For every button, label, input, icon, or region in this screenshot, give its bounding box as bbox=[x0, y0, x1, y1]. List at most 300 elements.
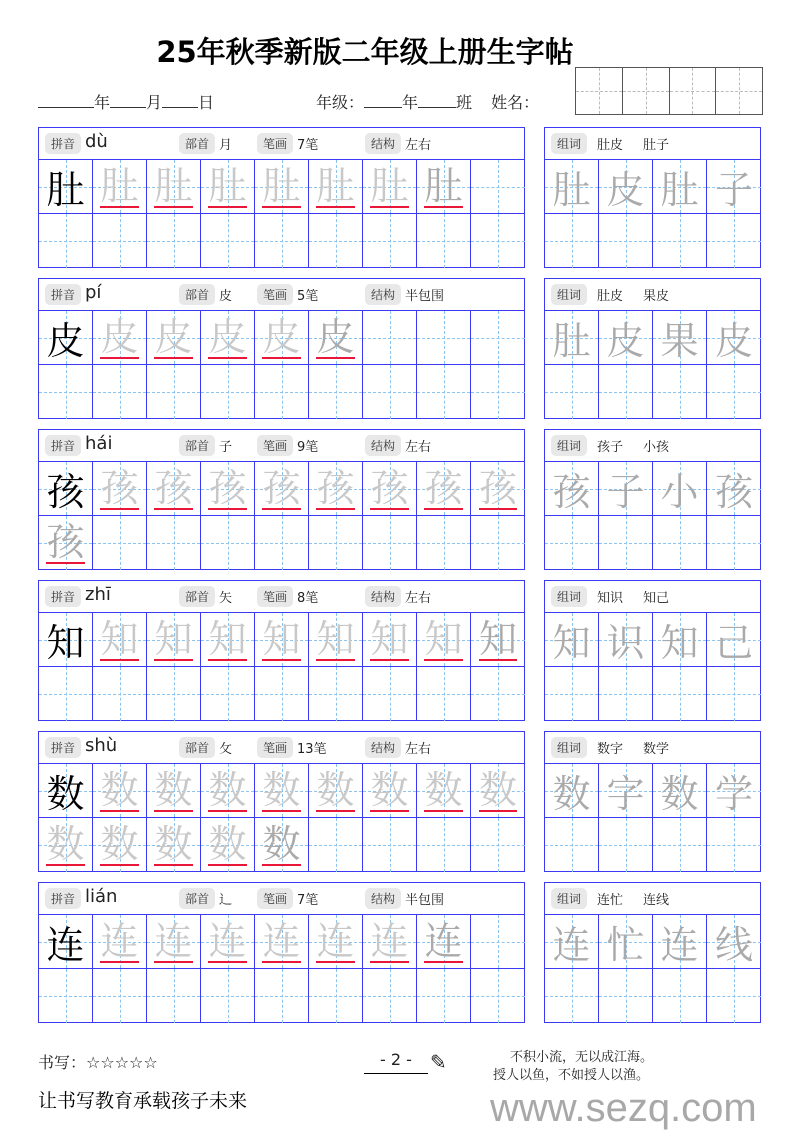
trace-character: 皮 bbox=[606, 168, 645, 212]
radical-tag: 部首 bbox=[179, 586, 215, 607]
date-field[interactable] bbox=[38, 90, 214, 113]
words-box bbox=[544, 731, 761, 872]
pinyin-value: zhī bbox=[85, 584, 111, 605]
word-cell[interactable] bbox=[707, 516, 761, 570]
word-cell[interactable] bbox=[599, 613, 653, 667]
structure-tag: 结构 bbox=[365, 133, 401, 154]
writing-cell[interactable] bbox=[417, 462, 471, 516]
word-cell[interactable] bbox=[707, 214, 761, 268]
word-cell[interactable] bbox=[599, 311, 653, 365]
radical-tag: 部首 bbox=[179, 888, 215, 909]
word-cell[interactable] bbox=[599, 516, 653, 570]
word-cell[interactable] bbox=[653, 667, 707, 721]
writing-cell[interactable] bbox=[93, 214, 147, 268]
words-header bbox=[545, 581, 760, 613]
writing-cell[interactable] bbox=[309, 311, 363, 365]
word-cell[interactable] bbox=[653, 311, 707, 365]
word: 数学 bbox=[643, 742, 670, 757]
word: 孩子 bbox=[597, 440, 624, 455]
writing-cell[interactable] bbox=[471, 667, 525, 721]
writing-cell[interactable] bbox=[147, 214, 201, 268]
grade-label: 年级： bbox=[316, 93, 365, 112]
words-tag: 组词 bbox=[551, 133, 587, 154]
word-cell[interactable] bbox=[599, 818, 653, 872]
word: 肚皮 bbox=[597, 289, 624, 304]
words-grid[interactable] bbox=[545, 764, 760, 872]
stroke-step-character: 肚 bbox=[208, 163, 247, 208]
word: 肚子 bbox=[643, 138, 670, 153]
writing-cell[interactable] bbox=[147, 764, 201, 818]
stroke-step-character: 数 bbox=[46, 822, 85, 866]
writing-cell[interactable] bbox=[93, 969, 147, 1023]
writing-cell[interactable] bbox=[309, 764, 363, 818]
year-label: 年 bbox=[94, 93, 111, 112]
writing-grid[interactable] bbox=[39, 462, 524, 570]
word: 果皮 bbox=[643, 289, 670, 304]
trace-character: 线 bbox=[714, 923, 753, 967]
writing-cell[interactable] bbox=[255, 613, 309, 667]
writing-cell[interactable] bbox=[363, 516, 417, 570]
writing-cell[interactable] bbox=[201, 667, 255, 721]
word-cell[interactable] bbox=[545, 311, 599, 365]
writing-cell[interactable] bbox=[363, 764, 417, 818]
writing-cell[interactable] bbox=[363, 667, 417, 721]
trace-character: 学 bbox=[714, 772, 753, 816]
word-cell[interactable] bbox=[707, 667, 761, 721]
writing-cell[interactable] bbox=[39, 365, 93, 419]
word-cell[interactable] bbox=[545, 764, 599, 818]
pinyin-value: shù bbox=[85, 735, 118, 756]
writing-grid[interactable] bbox=[39, 915, 524, 1023]
writing-cell[interactable] bbox=[471, 214, 525, 268]
word-cell[interactable] bbox=[653, 160, 707, 214]
writing-cell[interactable] bbox=[471, 311, 525, 365]
radical-value: 月 bbox=[219, 138, 233, 153]
name-input-grid[interactable] bbox=[575, 67, 763, 115]
writing-cell[interactable] bbox=[255, 160, 309, 214]
model-character: 皮 bbox=[46, 319, 85, 363]
words-box bbox=[544, 580, 761, 721]
trace-character: 肚 bbox=[552, 319, 591, 363]
writing-cell[interactable] bbox=[363, 214, 417, 268]
writing-cell[interactable] bbox=[363, 462, 417, 516]
writing-cell[interactable] bbox=[39, 667, 93, 721]
stroke-step-character: 数 bbox=[478, 767, 517, 812]
writing-cell[interactable] bbox=[471, 969, 525, 1023]
trace-character: 皮 bbox=[606, 319, 645, 363]
writing-cell[interactable] bbox=[201, 969, 255, 1023]
stroke-step-character: 知 bbox=[100, 616, 139, 661]
structure-tag: 结构 bbox=[365, 888, 401, 909]
stroke-step-character: 肚 bbox=[100, 163, 139, 208]
word-cell[interactable] bbox=[599, 667, 653, 721]
stroke-step-character: 连 bbox=[370, 918, 409, 963]
writing-cell[interactable] bbox=[363, 160, 417, 214]
word-cell[interactable] bbox=[653, 462, 707, 516]
word-cell[interactable] bbox=[599, 214, 653, 268]
writing-cell[interactable] bbox=[93, 667, 147, 721]
writing-cell[interactable] bbox=[39, 818, 93, 872]
writing-cell[interactable] bbox=[147, 516, 201, 570]
writing-cell[interactable] bbox=[363, 613, 417, 667]
strokes-tag: 笔画 bbox=[257, 737, 293, 758]
name-label: 姓名： bbox=[491, 93, 540, 112]
page-number: - 2 - bbox=[364, 1050, 428, 1074]
writing-cell[interactable] bbox=[417, 214, 471, 268]
rating bbox=[38, 1050, 158, 1073]
trace-character: 知 bbox=[660, 621, 699, 665]
stroke-step-character: 肚 bbox=[424, 163, 463, 208]
writing-cell[interactable] bbox=[147, 818, 201, 872]
stroke-step-character: 皮 bbox=[100, 314, 139, 359]
writing-cell[interactable] bbox=[363, 915, 417, 969]
writing-cell[interactable] bbox=[255, 214, 309, 268]
word-cell[interactable] bbox=[707, 764, 761, 818]
writing-cell[interactable] bbox=[147, 667, 201, 721]
pinyin-tag: 拼音 bbox=[45, 133, 81, 154]
writing-cell[interactable] bbox=[201, 311, 255, 365]
writing-cell[interactable] bbox=[255, 516, 309, 570]
words-box bbox=[544, 429, 761, 570]
writing-cell[interactable] bbox=[147, 613, 201, 667]
writing-cell[interactable] bbox=[471, 915, 525, 969]
rating-label: 书写： bbox=[38, 1053, 87, 1072]
writing-cell[interactable] bbox=[255, 818, 309, 872]
writing-cell[interactable] bbox=[417, 969, 471, 1023]
writing-cell[interactable] bbox=[147, 311, 201, 365]
word-cell[interactable] bbox=[707, 969, 761, 1023]
writing-cell[interactable] bbox=[201, 365, 255, 419]
writing-cell[interactable] bbox=[363, 365, 417, 419]
word-cell[interactable] bbox=[653, 214, 707, 268]
radical-tag: 部首 bbox=[179, 133, 215, 154]
word-cell[interactable] bbox=[599, 915, 653, 969]
writing-cell[interactable] bbox=[417, 915, 471, 969]
structure-tag: 结构 bbox=[365, 586, 401, 607]
writing-cell[interactable] bbox=[309, 915, 363, 969]
writing-cell[interactable] bbox=[417, 818, 471, 872]
info-header bbox=[39, 430, 524, 462]
writing-cell[interactable] bbox=[147, 160, 201, 214]
model-character: 孩 bbox=[46, 470, 85, 514]
words-grid[interactable] bbox=[545, 462, 760, 570]
writing-grid[interactable] bbox=[39, 764, 524, 872]
writing-cell[interactable] bbox=[417, 160, 471, 214]
stroke-step-character: 皮 bbox=[262, 314, 301, 359]
stroke-step-character: 知 bbox=[478, 616, 517, 661]
structure-tag: 结构 bbox=[365, 737, 401, 758]
structure-value: 左右 bbox=[405, 591, 432, 606]
writing-cell[interactable] bbox=[309, 516, 363, 570]
strokes-tag: 笔画 bbox=[257, 435, 293, 456]
word-cell[interactable] bbox=[707, 818, 761, 872]
word-cell[interactable] bbox=[653, 818, 707, 872]
word: 数字 bbox=[597, 742, 624, 757]
writing-cell[interactable] bbox=[255, 311, 309, 365]
writing-cell[interactable] bbox=[93, 160, 147, 214]
writing-cell[interactable] bbox=[255, 915, 309, 969]
writing-cell[interactable] bbox=[39, 160, 93, 214]
writing-cell[interactable] bbox=[417, 516, 471, 570]
stroke-step-character: 肚 bbox=[262, 163, 301, 208]
writing-cell[interactable] bbox=[471, 365, 525, 419]
words-header bbox=[545, 279, 760, 311]
stroke-step-character: 数 bbox=[100, 822, 139, 866]
writing-cell[interactable] bbox=[201, 613, 255, 667]
word-cell[interactable] bbox=[545, 160, 599, 214]
stroke-step-character: 数 bbox=[262, 767, 301, 812]
stroke-step-character: 知 bbox=[208, 616, 247, 661]
writing-grid[interactable] bbox=[39, 160, 524, 268]
info-header bbox=[39, 732, 524, 764]
writing-cell[interactable] bbox=[147, 969, 201, 1023]
writing-cell[interactable] bbox=[417, 613, 471, 667]
strokes-value: 7笔 bbox=[297, 138, 319, 153]
writing-cell[interactable] bbox=[309, 462, 363, 516]
words-grid[interactable] bbox=[545, 311, 760, 419]
trace-character: 果 bbox=[660, 319, 699, 363]
quote-2: 授人以鱼，不如授人以渔。 bbox=[493, 1068, 650, 1083]
writing-cell[interactable] bbox=[93, 818, 147, 872]
writing-cell[interactable] bbox=[471, 160, 525, 214]
radical-value: 攵 bbox=[219, 742, 233, 757]
writing-cell[interactable] bbox=[147, 365, 201, 419]
strokes-value: 8笔 bbox=[297, 591, 319, 606]
word: 连忙 bbox=[597, 893, 624, 908]
writing-cell[interactable] bbox=[93, 516, 147, 570]
trace-character: 子 bbox=[606, 470, 645, 514]
practice-box bbox=[38, 731, 525, 872]
word-cell[interactable] bbox=[599, 969, 653, 1023]
writing-cell[interactable] bbox=[363, 311, 417, 365]
writing-cell[interactable] bbox=[471, 516, 525, 570]
stroke-step-character: 数 bbox=[154, 767, 193, 812]
word-cell[interactable] bbox=[707, 915, 761, 969]
word-cell[interactable] bbox=[599, 764, 653, 818]
trace-character: 孩 bbox=[552, 470, 591, 514]
writing-cell[interactable] bbox=[255, 667, 309, 721]
writing-cell[interactable] bbox=[309, 214, 363, 268]
slogan: 让书写教育承载孩子未来 bbox=[38, 1090, 248, 1112]
pinyin-tag: 拼音 bbox=[45, 737, 81, 758]
writing-cell[interactable] bbox=[39, 915, 93, 969]
structure-value: 左右 bbox=[405, 440, 432, 455]
writing-cell[interactable] bbox=[363, 818, 417, 872]
writing-cell[interactable] bbox=[201, 160, 255, 214]
word-cell[interactable] bbox=[545, 462, 599, 516]
model-character: 连 bbox=[46, 923, 85, 967]
word-cell[interactable] bbox=[707, 160, 761, 214]
pinyin-value: lián bbox=[85, 886, 118, 907]
structure-value: 左右 bbox=[405, 742, 432, 757]
structure-tag: 结构 bbox=[365, 284, 401, 305]
word-cell[interactable] bbox=[653, 613, 707, 667]
stroke-step-character: 皮 bbox=[154, 314, 193, 359]
writing-cell[interactable] bbox=[93, 311, 147, 365]
watermark: www.sezq.com bbox=[490, 1086, 757, 1130]
writing-cell[interactable] bbox=[309, 160, 363, 214]
writing-cell[interactable] bbox=[201, 516, 255, 570]
grade-field[interactable] bbox=[316, 90, 539, 113]
stroke-step-character: 数 bbox=[316, 767, 355, 812]
structure-value: 半包围 bbox=[405, 289, 445, 304]
stroke-step-character: 连 bbox=[262, 918, 301, 963]
word-cell[interactable] bbox=[707, 311, 761, 365]
word-cell[interactable] bbox=[707, 462, 761, 516]
word-cell[interactable] bbox=[707, 613, 761, 667]
trace-character: 子 bbox=[714, 168, 753, 212]
pinyin-tag: 拼音 bbox=[45, 586, 81, 607]
quote-1: 不积小流，无以成江海。 bbox=[510, 1050, 654, 1065]
stroke-step-character: 孩 bbox=[46, 520, 85, 564]
writing-cell[interactable] bbox=[147, 915, 201, 969]
stroke-step-character: 皮 bbox=[316, 314, 355, 359]
word-cell[interactable] bbox=[545, 613, 599, 667]
writing-cell[interactable] bbox=[471, 764, 525, 818]
word-cell[interactable] bbox=[599, 462, 653, 516]
word-cell[interactable] bbox=[545, 667, 599, 721]
stroke-step-character: 孩 bbox=[478, 465, 517, 510]
strokes-tag: 笔画 bbox=[257, 284, 293, 305]
writing-cell[interactable] bbox=[363, 969, 417, 1023]
writing-cell[interactable] bbox=[417, 365, 471, 419]
writing-cell[interactable] bbox=[39, 613, 93, 667]
word-cell[interactable] bbox=[599, 160, 653, 214]
word-cell[interactable] bbox=[545, 365, 599, 419]
writing-cell[interactable] bbox=[417, 667, 471, 721]
writing-cell[interactable] bbox=[255, 365, 309, 419]
word-cell[interactable] bbox=[545, 969, 599, 1023]
words-header bbox=[545, 732, 760, 764]
writing-cell[interactable] bbox=[201, 214, 255, 268]
writing-cell[interactable] bbox=[93, 462, 147, 516]
words-tag: 组词 bbox=[551, 737, 587, 758]
writing-cell[interactable] bbox=[39, 311, 93, 365]
words-tag: 组词 bbox=[551, 435, 587, 456]
word-cell[interactable] bbox=[653, 969, 707, 1023]
writing-cell[interactable] bbox=[147, 462, 201, 516]
stroke-step-character: 肚 bbox=[316, 163, 355, 208]
word-cell[interactable] bbox=[653, 915, 707, 969]
trace-character: 小 bbox=[660, 470, 699, 514]
word-cell[interactable] bbox=[653, 365, 707, 419]
writing-cell[interactable] bbox=[201, 462, 255, 516]
words-grid[interactable] bbox=[545, 915, 760, 1023]
practice-box bbox=[38, 882, 525, 1023]
stroke-step-character: 孩 bbox=[370, 465, 409, 510]
writing-cell[interactable] bbox=[201, 915, 255, 969]
writing-cell[interactable] bbox=[309, 613, 363, 667]
stroke-step-character: 连 bbox=[100, 918, 139, 963]
trace-character: 连 bbox=[552, 923, 591, 967]
writing-cell[interactable] bbox=[39, 969, 93, 1023]
trace-character: 识 bbox=[606, 621, 645, 665]
word-cell[interactable] bbox=[707, 365, 761, 419]
stroke-step-character: 知 bbox=[262, 616, 301, 661]
pinyin-value: dù bbox=[85, 131, 108, 152]
pinyin-tag: 拼音 bbox=[45, 888, 81, 909]
stroke-step-character: 数 bbox=[154, 822, 193, 866]
model-character: 肚 bbox=[46, 168, 85, 212]
writing-cell[interactable] bbox=[417, 764, 471, 818]
writing-cell[interactable] bbox=[93, 613, 147, 667]
pinyin-value: hái bbox=[85, 433, 113, 454]
info-header bbox=[39, 279, 524, 311]
stroke-step-character: 知 bbox=[154, 616, 193, 661]
writing-cell[interactable] bbox=[93, 764, 147, 818]
pen-icon: ✎ bbox=[430, 1050, 447, 1074]
stroke-step-character: 连 bbox=[208, 918, 247, 963]
star-rating[interactable]: ☆☆☆☆☆ bbox=[86, 1053, 158, 1072]
stroke-step-character: 肚 bbox=[154, 163, 193, 208]
writing-cell[interactable] bbox=[39, 462, 93, 516]
writing-cell[interactable] bbox=[93, 365, 147, 419]
writing-cell[interactable] bbox=[309, 365, 363, 419]
words-tag: 组词 bbox=[551, 284, 587, 305]
writing-cell[interactable] bbox=[309, 969, 363, 1023]
strokes-value: 13笔 bbox=[297, 742, 327, 757]
stroke-step-character: 肚 bbox=[370, 163, 409, 208]
trace-character: 肚 bbox=[552, 168, 591, 212]
stroke-step-character: 孩 bbox=[154, 465, 193, 510]
writing-cell[interactable] bbox=[201, 818, 255, 872]
word-cell[interactable] bbox=[545, 214, 599, 268]
strokes-tag: 笔画 bbox=[257, 133, 293, 154]
writing-cell[interactable] bbox=[255, 764, 309, 818]
writing-cell[interactable] bbox=[471, 462, 525, 516]
word-cell[interactable] bbox=[653, 764, 707, 818]
word-cell[interactable] bbox=[545, 516, 599, 570]
stroke-step-character: 数 bbox=[208, 767, 247, 812]
words-box bbox=[544, 127, 761, 268]
writing-grid[interactable] bbox=[39, 613, 524, 721]
word-cell[interactable] bbox=[599, 365, 653, 419]
word-cell[interactable] bbox=[653, 516, 707, 570]
trace-character: 知 bbox=[552, 621, 591, 665]
stroke-step-character: 数 bbox=[100, 767, 139, 812]
stroke-step-character: 数 bbox=[208, 822, 247, 866]
writing-cell[interactable] bbox=[39, 214, 93, 268]
writing-cell[interactable] bbox=[255, 969, 309, 1023]
trace-character: 连 bbox=[660, 923, 699, 967]
writing-cell[interactable] bbox=[39, 764, 93, 818]
word-cell[interactable] bbox=[545, 915, 599, 969]
stroke-step-character: 孩 bbox=[262, 465, 301, 510]
stroke-step-character: 数 bbox=[370, 767, 409, 812]
strokes-value: 5笔 bbox=[297, 289, 319, 304]
stroke-step-character: 孩 bbox=[208, 465, 247, 510]
words-header bbox=[545, 883, 760, 915]
writing-cell[interactable] bbox=[93, 915, 147, 969]
trace-character: 数 bbox=[660, 772, 699, 816]
word-cell[interactable] bbox=[545, 818, 599, 872]
writing-cell[interactable] bbox=[417, 311, 471, 365]
stroke-step-character: 孩 bbox=[424, 465, 463, 510]
writing-cell[interactable] bbox=[309, 818, 363, 872]
writing-cell[interactable] bbox=[309, 667, 363, 721]
words-grid[interactable] bbox=[545, 160, 760, 268]
words-grid[interactable] bbox=[545, 613, 760, 721]
page-title: 25年秋季新版二年级上册生字帖 bbox=[156, 35, 574, 69]
words-header bbox=[545, 128, 760, 160]
writing-cell[interactable] bbox=[471, 613, 525, 667]
class-label: 班 bbox=[456, 93, 473, 112]
writing-cell[interactable] bbox=[201, 764, 255, 818]
writing-cell[interactable] bbox=[39, 516, 93, 570]
writing-grid[interactable] bbox=[39, 311, 524, 419]
writing-cell[interactable] bbox=[471, 818, 525, 872]
writing-cell[interactable] bbox=[255, 462, 309, 516]
